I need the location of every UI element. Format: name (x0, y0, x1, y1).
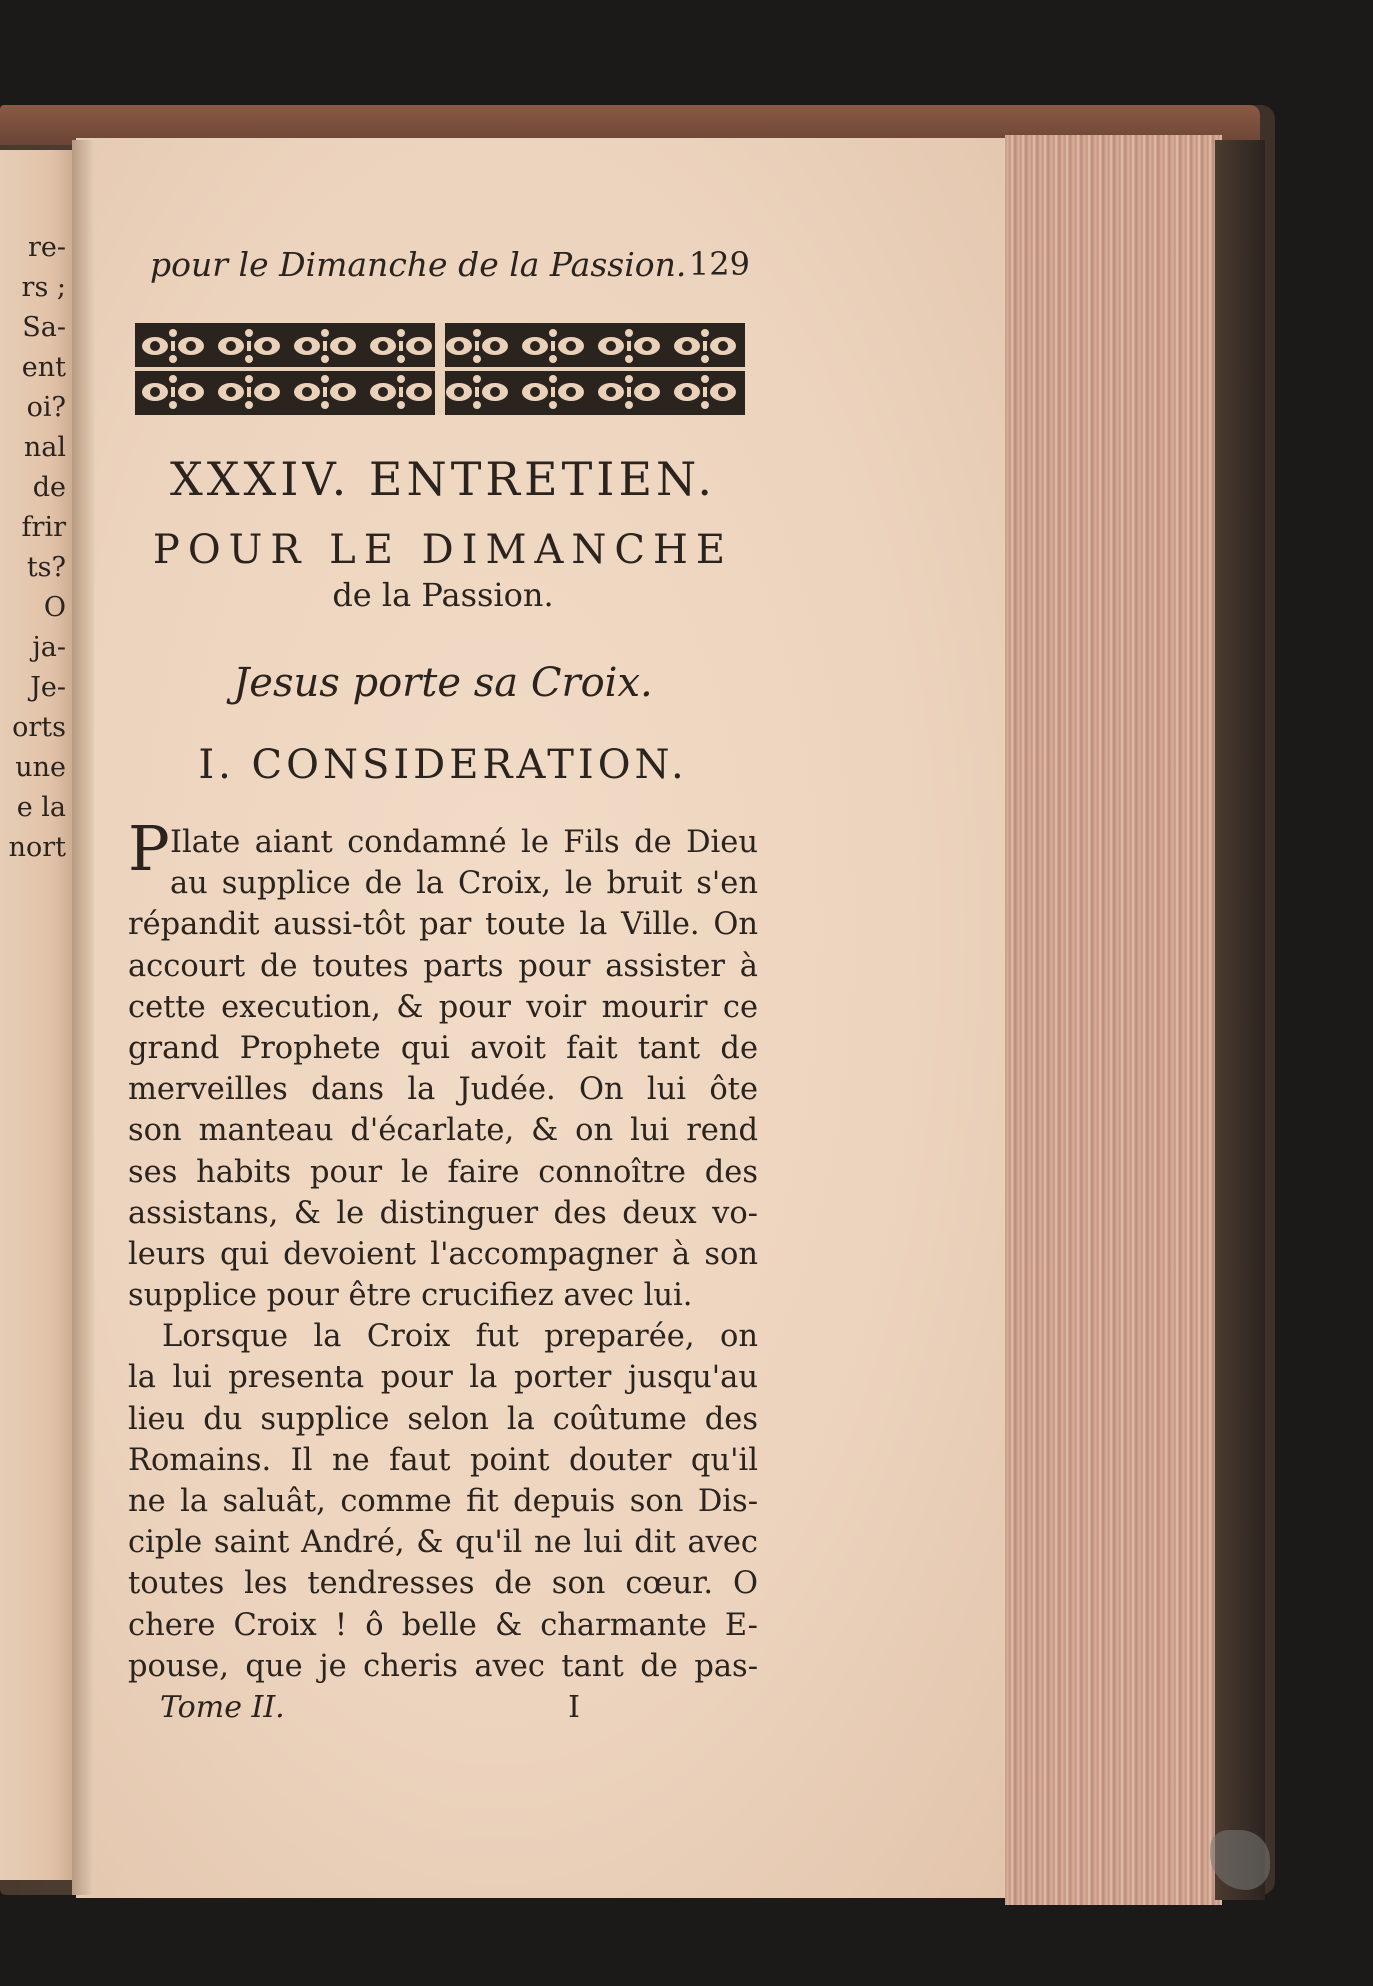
body-line: accourt de toutes parts pour assister à (128, 948, 758, 984)
body-line-text: Ilate aiant condamné le Fils de Dieu (170, 825, 758, 860)
body-line: pouse, que je cheris avec tant de pas- (128, 1648, 758, 1684)
body-line: répandit aussi-tôt par toute la Ville. On (128, 907, 758, 943)
body-line: chere Croix ! ô belle & charmante E- (128, 1607, 758, 1643)
chapter-motto: Jesus porte sa Croix. (233, 660, 653, 706)
signature-mark: I (568, 1690, 580, 1725)
body-line: ciple saint André, & qu'il ne lui dit avec (128, 1525, 758, 1561)
body-line: ses habits pour le faire connoître des (128, 1154, 758, 1190)
body-line: son manteau d'écarlate, & on lui rend (128, 1113, 758, 1149)
left-fragment: oi? (26, 392, 66, 423)
page-gutter (72, 140, 94, 1895)
left-fragment: ja- (32, 632, 66, 663)
body-line: cette execution, & pour voir mourir ce (128, 989, 758, 1025)
page-number: 129 (688, 245, 750, 283)
running-head (150, 245, 750, 285)
left-fragment: ent (21, 352, 66, 383)
volume-marker: Tome II. (160, 1690, 285, 1725)
chapter-heading: XXXIV. ENTRETIEN. (170, 452, 716, 506)
left-fragment: orts (12, 712, 66, 743)
left-fragment: ts? (26, 552, 66, 583)
body-line: Lorsque la Croix fut preparée, on (162, 1319, 758, 1355)
left-fragment: Je- (30, 672, 66, 703)
body-line: leurs qui devoient l'accompagner à son (128, 1236, 758, 1272)
page-footer (160, 1690, 580, 1730)
left-page-fragment (0, 150, 72, 1880)
left-fragment: re- (27, 232, 66, 263)
left-fragment: nal (23, 432, 66, 463)
left-fragment: O (43, 592, 66, 623)
left-fragment: frir (21, 512, 66, 543)
left-fragment: une (15, 752, 66, 783)
consideration-heading: I. CONSIDERATION. (198, 742, 688, 788)
book-spine-edge (1215, 140, 1265, 1900)
running-head-title: pour le Dimanche de la Passion. (150, 245, 687, 284)
left-fragment: rs ; (21, 272, 66, 303)
left-fragment: nort (8, 832, 66, 863)
left-fragment: Sa- (22, 312, 66, 343)
ornamental-headpiece (135, 323, 745, 415)
page-fore-edge (1005, 135, 1222, 1905)
body-line: assistans, & le distinguer des deux vo- (128, 1195, 758, 1231)
body-line: au supplice de la Croix, le bruit s'en (170, 866, 758, 902)
body-line: grand Prophete qui avoit fait tant de (128, 1030, 758, 1066)
body-line: la lui presenta pour la porter jusqu'au (128, 1360, 758, 1396)
body-line: Romains. Il ne faut point douter qu'il (128, 1442, 758, 1478)
body-text (128, 812, 758, 1687)
body-line: supplice pour être crucifiez avec lui. (128, 1278, 693, 1314)
body-line: toutes les tendresses de son cœur. O (128, 1566, 758, 1602)
body-line: merveilles dans la Judée. On lui ôte (128, 1072, 758, 1108)
chapter-subheading-line2: de la Passion. (332, 576, 554, 614)
left-fragment: e la (16, 792, 66, 823)
left-fragment: de (32, 472, 66, 503)
body-line: lieu du supplice selon la coûtume des (128, 1401, 758, 1437)
drop-cap: P (128, 812, 170, 885)
body-line: ne la saluât, comme fit depuis son Dis- (128, 1484, 758, 1519)
chapter-subheading: POUR LE DIMANCHE (152, 527, 734, 573)
